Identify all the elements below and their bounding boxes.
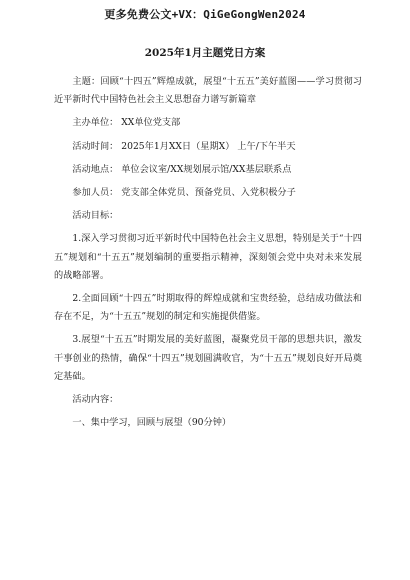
paragraph-goals-heading: 活动目标： — [72, 210, 119, 222]
paragraph-theme: 主题：回顾“十四五”辉煌成就，展望“十五五”美好蓝图——学习贯彻习近平新时代中国特色社会主义思想奋力谱写新篇章 — [54, 76, 362, 106]
paragraph-content-heading: 活动内容： — [72, 394, 119, 406]
document-body — [54, 73, 362, 432]
document-title: 2025年1月主题党日方案 — [144, 47, 266, 59]
paragraph-goal-3: 3.展望“十五五”时期发展的美好蓝图，凝聚党员干部的思想共识，激发干事创业的热情，确保“十四五”规划圆满收官，为“十五五”规划良好开局奠定基础。 — [54, 334, 362, 382]
paragraph-section-1: 一、集中学习，回顾与展望（90分钟） — [72, 417, 232, 429]
paragraph-goal-2: 2.全面回顾“十四五”时期取得的辉煌成就和宝贵经验，总结成功做法和存在不足，为“十五五”规划的制定和实施提供借鉴。 — [54, 293, 362, 323]
paragraph-location: 活动地点： 单位会议室/XX规划展示馆/XX基层联系点 — [72, 163, 292, 175]
paragraph-participants: 参加人员： 党支部全体党员、预备党员、入党积极分子 — [72, 187, 296, 199]
paragraph-goal-1: 1.深入学习贯彻习近平新时代中国特色社会主义思想，特别是关于“十四五”规划和“十五五”规划编制的重要指示精神，深刻领会党中央对未来发展的战略部署。 — [54, 233, 362, 281]
paragraph-time: 活动时间： 2025年1月XX日（星期X） 上午/下午半天 — [72, 140, 296, 152]
promo-header: 更多免费公文+VX：QiGeGongWen2024 — [104, 8, 306, 21]
paragraph-organizer: 主办单位： XX单位党支部 — [72, 117, 181, 129]
